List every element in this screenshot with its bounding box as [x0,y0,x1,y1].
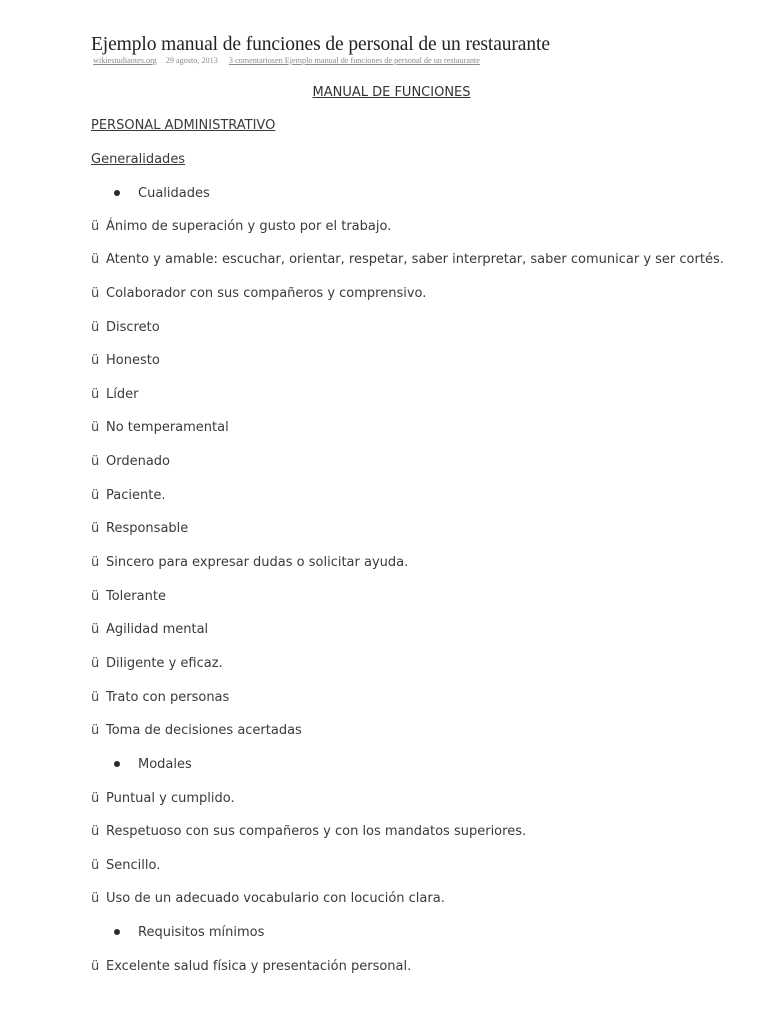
check-mark-icon: ü [91,454,100,469]
manual-heading: MANUAL DE FUNCIONES [312,85,471,100]
list-item: ü Responsable [91,521,189,536]
document-meta [93,56,480,65]
list-item: ü Excelente salud física y presentación personal. [91,959,412,974]
list-item: ü No temperamental [91,420,229,435]
list-item: ü Ánimo de superación y gusto por el trabajo. [91,219,392,234]
list-item: ü Uso de un adecuado vocabulario con locución clara. [91,891,445,906]
list-item: ü Paciente. [91,488,166,503]
author-link[interactable]: wikiestudiantes.org [93,56,157,65]
check-mark-icon: ü [91,521,100,536]
check-mark-icon: ü [91,320,100,335]
post-date: 29 agosto, 2013 [165,56,218,65]
list-item: ü Agilidad mental [91,622,209,637]
list-item: Requisitos mínimos [114,925,264,941]
check-mark-icon: ü [91,891,100,906]
list-item: ü Toma de decisiones acertadas [91,723,302,738]
list-item: ü Diligente y eficaz. [91,656,223,671]
list-item: ü Discreto [91,320,160,335]
list-item: ü Honesto [91,353,160,368]
list-item: ü Trato con personas [91,690,230,705]
list-item: Cualidades [114,186,210,202]
comments-link[interactable]: 3 comentariosen Ejemplo manual de funciones de personal de un restaurante [228,56,480,65]
check-mark-icon: ü [91,353,100,368]
check-mark-icon: ü [91,488,100,503]
list-item: ü Sincero para expresar dudas o solicitar ayuda. [91,555,409,570]
section-heading: PERSONAL ADMINISTRATIVO [91,118,276,133]
list-item: ü Ordenado [91,454,171,469]
bullet-icon [114,929,120,935]
check-mark-icon: ü [91,959,100,974]
check-mark-icon: ü [91,723,100,738]
document-title: Ejemplo manual de funciones de personal de un restaurante [91,34,550,55]
bullet-icon [114,190,120,196]
list-item: ü Tolerante [91,589,166,604]
check-mark-icon: ü [91,791,100,806]
subsection-heading: Generalidades [91,152,186,167]
check-mark-icon: ü [91,420,100,435]
check-mark-icon: ü [91,286,100,301]
check-mark-icon: ü [91,656,100,671]
check-mark-icon: ü [91,219,100,234]
check-mark-icon: ü [91,252,100,267]
check-mark-icon: ü [91,622,100,637]
list-item: ü Puntual y cumplido. [91,791,235,806]
check-mark-icon: ü [91,387,100,402]
list-item: Modales [114,757,192,773]
check-mark-icon: ü [91,555,100,570]
check-mark-icon: ü [91,858,100,873]
check-mark-icon: ü [91,690,100,705]
check-mark-icon: ü [91,589,100,604]
list-item: ü Respetuoso con sus compañeros y con los mandatos superiores. [91,824,527,839]
list-item: ü Atento y amable: escuchar, orientar, respetar, saber interpretar, saber comunicar y ser cortés. [91,252,724,267]
list-item: ü Sencillo. [91,858,161,873]
bullet-icon [114,761,120,767]
list-item: ü Colaborador con sus compañeros y comprensivo. [91,286,427,301]
list-item: ü Líder [91,387,139,402]
check-mark-icon: ü [91,824,100,839]
